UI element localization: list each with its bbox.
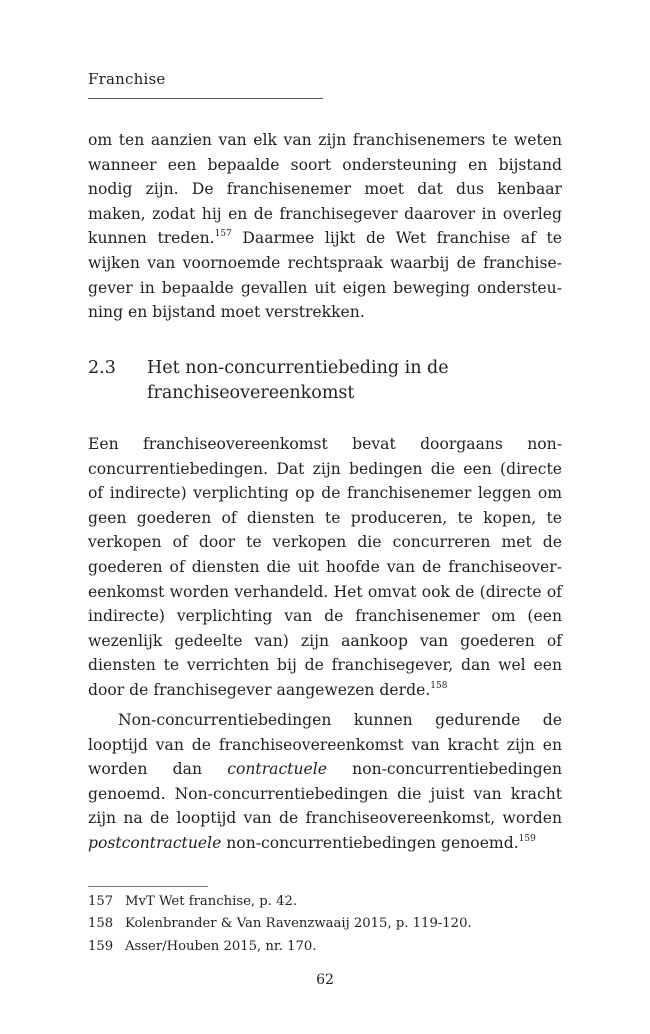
paragraph-3-text-a: Non-concurrentiebedingen kunnen gedurende de looptijd van de franchiseovereenkomst van kracht zijn en worden dan (88, 711, 562, 779)
paragraph-1-text-b: Daarmee lijkt de Wet franchise af te wijken van voornoemde rechtspraak waarbij de franchisegever in bepaalde gevallen uit eigen beweging ondersteuning en bijstand moet verstrekken. (88, 229, 562, 322)
footnote-number: 157 (88, 894, 114, 909)
footnote-item (88, 891, 562, 913)
paragraph-3-italic-a: contractuele (227, 760, 327, 779)
footnote-text: Kolenbrander & Van Ravenzwaaij 2015, p. 119-120. (125, 916, 472, 932)
section-title: Het non-concurrentiebeding in de franchiseovereenkomst (147, 358, 449, 403)
paragraph-3-text-c: non-concurrentiebedingen genoemd. (221, 833, 519, 852)
footnote-text: MvT Wet franchise, p. 42. (125, 894, 298, 909)
paragraph-3-text-b: non-concurrentiebedingen genoemd. Non-concurrentiebedingen die juist van kracht zijn na de looptijd van de franchiseovereenkomst, worden (88, 760, 563, 828)
footnote-number: 158 (88, 916, 114, 932)
footnote-text: Asser/Houben 2015, nr. 170. (125, 938, 317, 954)
section-heading (88, 356, 562, 406)
header-rule (88, 98, 323, 99)
footnote-ref-159[interactable]: 159 (518, 833, 536, 844)
footnotes-list (88, 891, 562, 958)
paragraph-3 (88, 708, 562, 856)
section-number: 2.3 (88, 358, 116, 378)
paragraph-1 (88, 128, 562, 325)
running-head: Franchise (88, 70, 166, 88)
paragraph-2-text: Een franchiseovereenkomst bevat doorgaans non-concurrentiebedingen. Dat zijn bedingen die een (directe of indirecte) verplichting op de franchisenemer leggen om geen goederen of diensten te produceren, te kopen, te verkopen of door te verkopen die concurreren met de goederen of diensten die uit hoofde van de franchiseovereenkomst worden verhandeld. Het omvat ook de (directe of indirecte) verplichting van de franchisenemer om (een wezenlijk gedeelte van) zijn aankoop van goederen of diensten te verrichten bij de franchisegever, dan wel een door de franchisegever aangewezen derde. (88, 435, 562, 699)
footnote-item (88, 913, 562, 935)
footnote-ref-157[interactable]: 157 (214, 229, 232, 240)
footnote-item (88, 936, 562, 958)
paragraph-2 (88, 432, 562, 703)
footnote-number: 159 (88, 938, 114, 954)
footnote-rule (88, 886, 208, 887)
footnote-ref-158[interactable]: 158 (430, 680, 448, 691)
page-number: 62 (316, 972, 334, 988)
paragraph-3-italic-b: postcontractuele (88, 833, 222, 852)
paragraph-1-text-a: om ten aanzien van elk van zijn franchisenemers te weten wanneer een bepaalde soort ondersteuning en bijstand nodig zijn. De franchisenemer moet dat dus kenbaar maken, zodat hij en de franchisegever daarover in overleg kunnen treden. (88, 131, 562, 248)
